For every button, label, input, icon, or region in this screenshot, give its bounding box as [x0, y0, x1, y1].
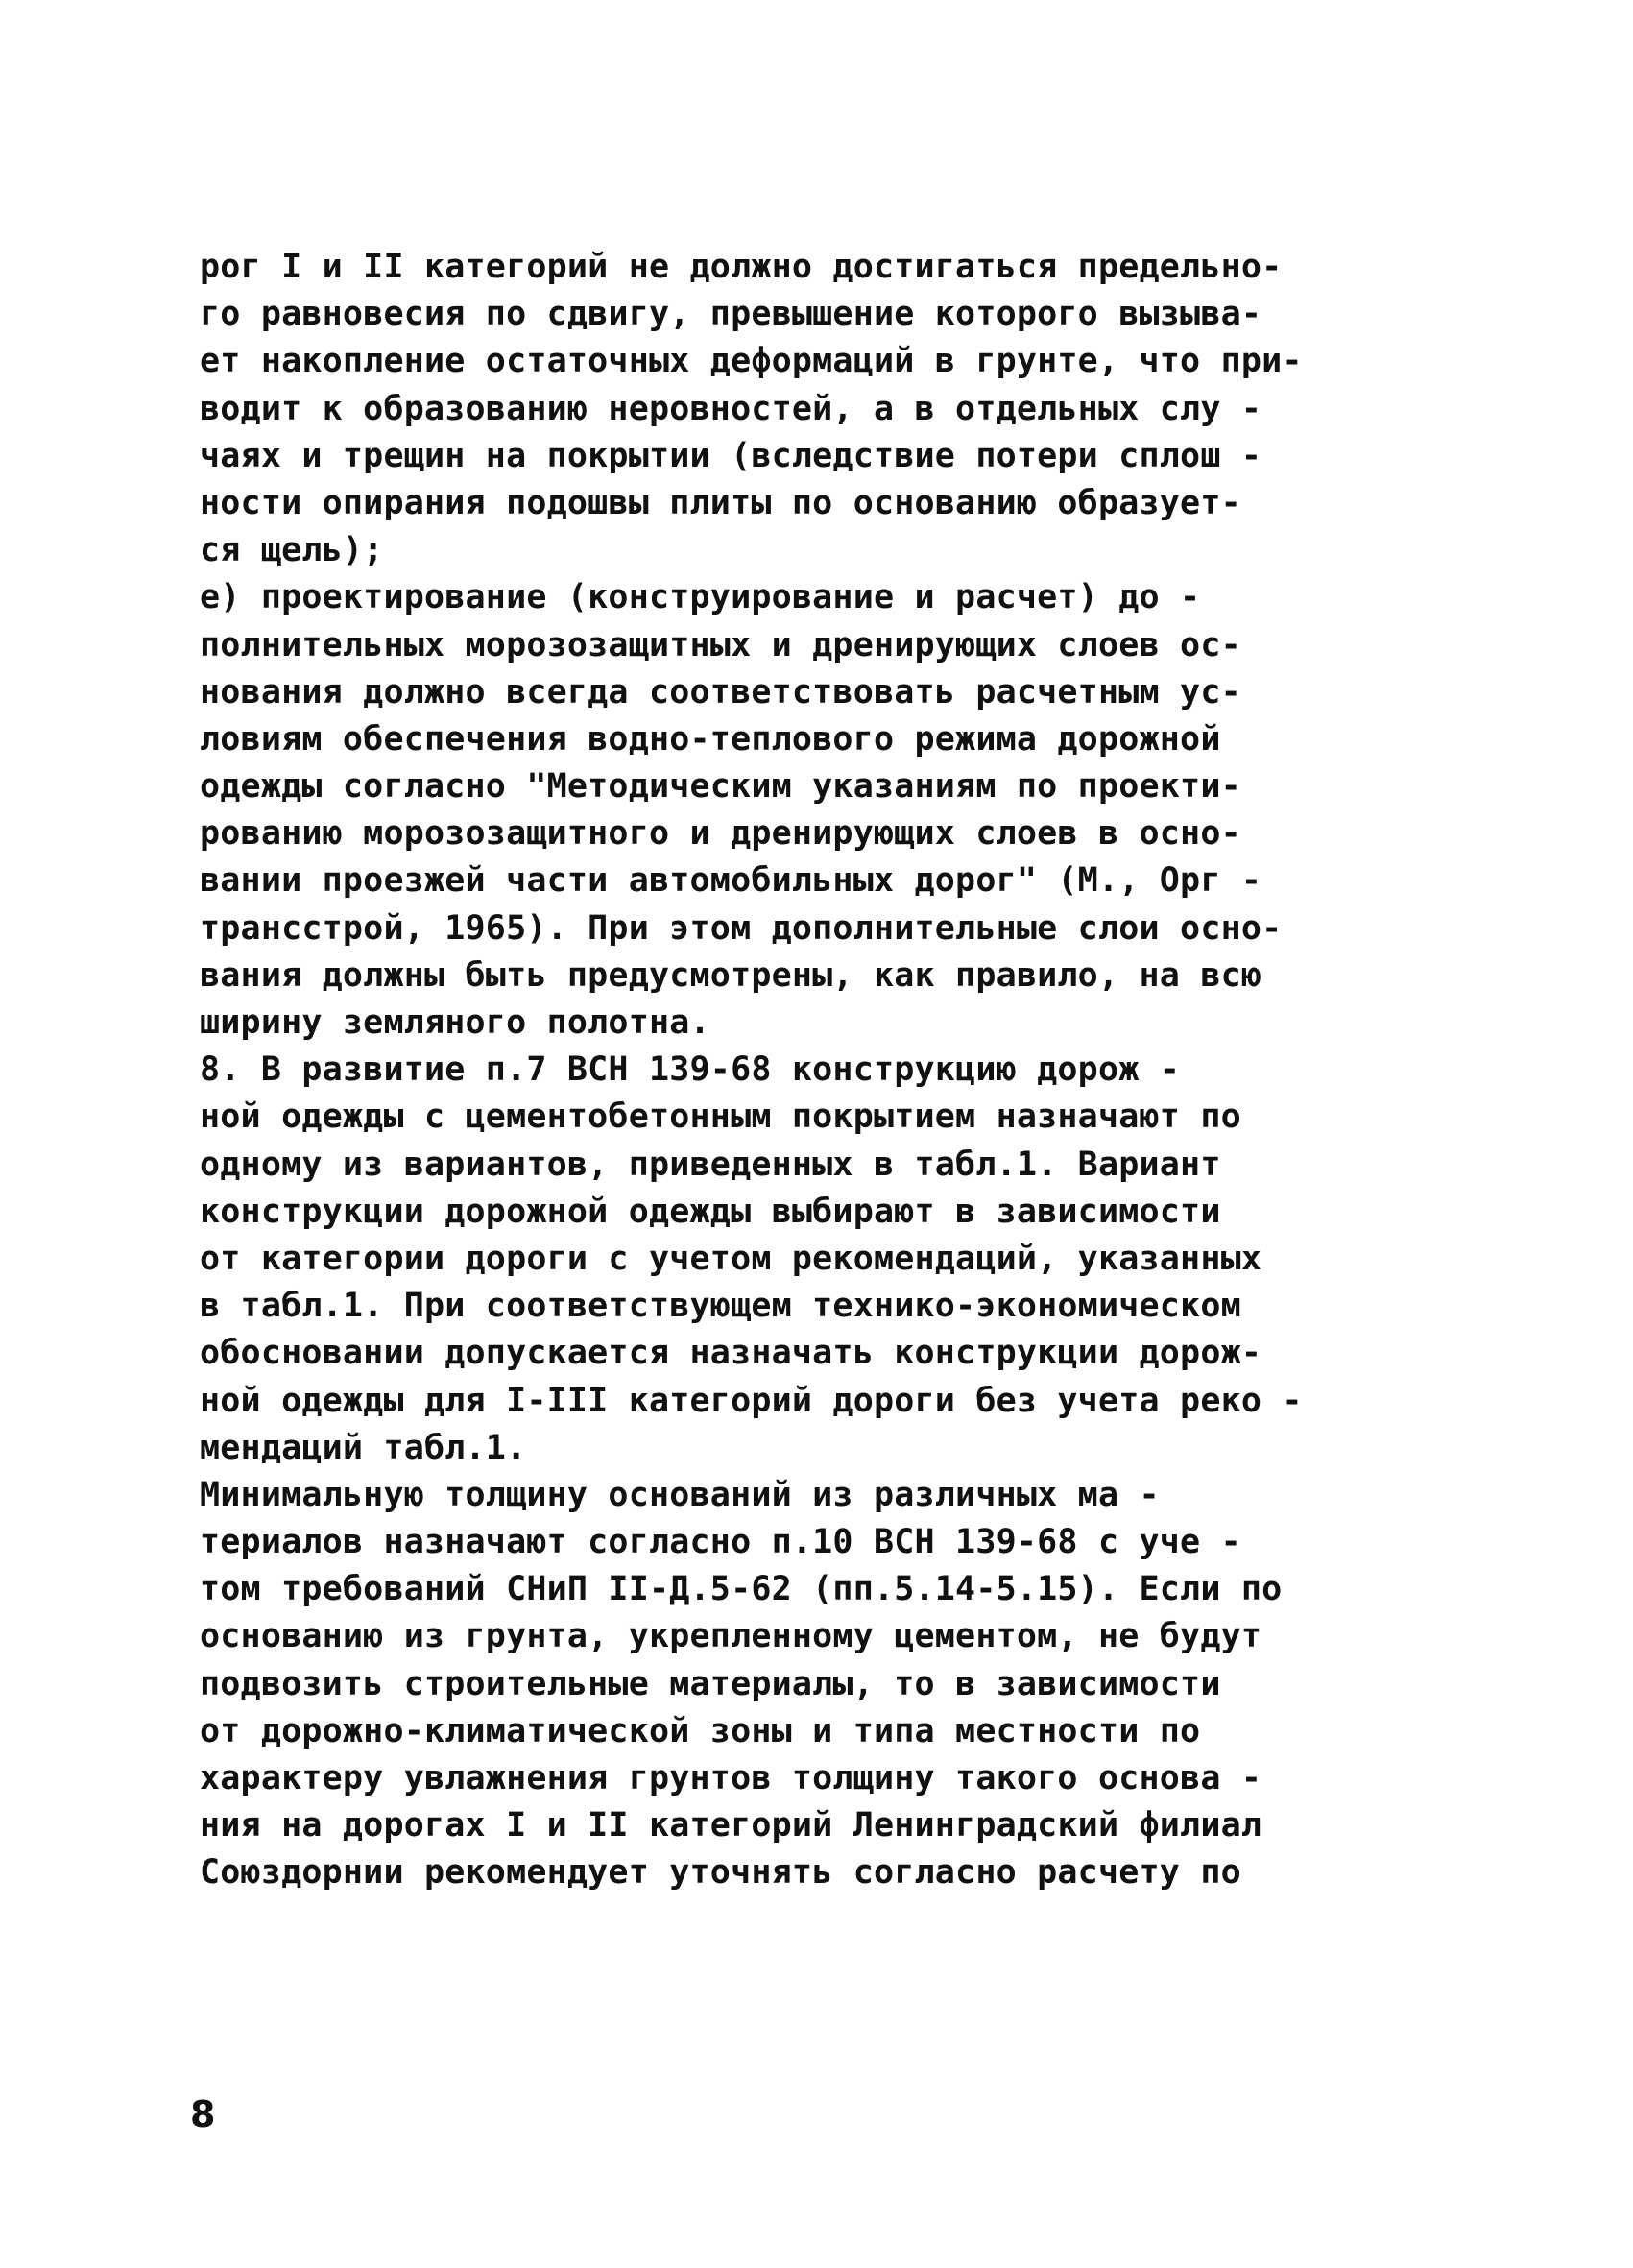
- text-line: рованию морозозащитного и дренирующих слоев в осно-: [200, 814, 1241, 854]
- text-line: одному из вариантов, приведенных в табл.1. Вариант: [200, 1145, 1221, 1184]
- text-line: териалов назначают согласно п.10 ВСН 139-68 с уче -: [200, 1523, 1241, 1562]
- text-line: рог I и II категорий не должно достигаться предельно-: [200, 248, 1283, 286]
- text-line: е) проектирование (конструирование и расчет) до -: [200, 578, 1201, 617]
- text-line: от дорожно-климатической зоны и типа местности по: [200, 1711, 1201, 1750]
- text-line: 8. В развитие п.7 ВСН 139-68 конструкцию дорож -: [200, 1050, 1181, 1090]
- text-line: подвозить строительные материалы, то в зависимости: [200, 1664, 1221, 1703]
- text-line: трансстрой, 1965). При этом дополнительные слои осно-: [200, 908, 1283, 948]
- text-line: полнительных морозозащитных и дренирующих слоев ос-: [200, 625, 1241, 664]
- body-text: [200, 244, 1448, 1897]
- text-line: Минимальную толщину оснований из различных ма -: [200, 1475, 1160, 1514]
- text-line: обосновании допускается назначать конструкции дорож-: [200, 1334, 1262, 1373]
- text-line: одежды согласно "Методическим указаниям по проекти-: [200, 767, 1241, 807]
- text-line: чаях и трещин на покрытии (вследствие потери сплош -: [200, 436, 1262, 475]
- text-line: мендаций табл.1.: [200, 1428, 527, 1467]
- text-line: го равновесия по сдвигу, превышение которого вызыва-: [200, 295, 1262, 334]
- text-line: ния на дорогах I и II категорий Ленинградский филиал: [200, 1806, 1262, 1846]
- text-line: нования должно всегда соответствовать расчетным ус-: [200, 672, 1241, 712]
- text-line: ной одежды с цементобетонным покрытием назначают по: [200, 1098, 1241, 1137]
- text-line: вании проезжей части автомобильных дорог" (М., Орг -: [200, 861, 1262, 901]
- text-line: вания должны быть предусмотрены, как правило, на всю: [200, 955, 1262, 995]
- text-line: ширину земляного полотна.: [200, 1003, 710, 1042]
- text-line: ности опирания подошвы плиты по основанию образует-: [200, 483, 1241, 522]
- text-line: ловиям обеспечения водно-теплового режима дорожной: [200, 719, 1221, 759]
- text-line: ет накопление остаточных деформаций в грунте, что при-: [200, 342, 1303, 381]
- text-line: характеру увлажнения грунтов толщину такого основа -: [200, 1759, 1262, 1798]
- text-line: Союздорнии рекомендует уточнять согласно расчету по: [200, 1853, 1241, 1893]
- text-line: ной одежды для I-III категорий дороги без учета реко -: [200, 1381, 1303, 1420]
- text-line: том требований СНиП II-Д.5-62 (пп.5.14-5.15). Если по: [200, 1570, 1283, 1609]
- text-line: конструкции дорожной одежды выбирают в зависимости: [200, 1192, 1221, 1231]
- text-line: в табл.1. При соответствующем технико-экономическом: [200, 1287, 1241, 1326]
- page-number: 8: [190, 2093, 216, 2135]
- text-line: водит к образованию неровностей, а в отдельных слу -: [200, 389, 1262, 428]
- text-line: ся щель);: [200, 531, 384, 570]
- text-line: основанию из грунта, укрепленному цементом, не будут: [200, 1617, 1262, 1656]
- text-line: от категории дороги с учетом рекомендаций, указанных: [200, 1239, 1262, 1278]
